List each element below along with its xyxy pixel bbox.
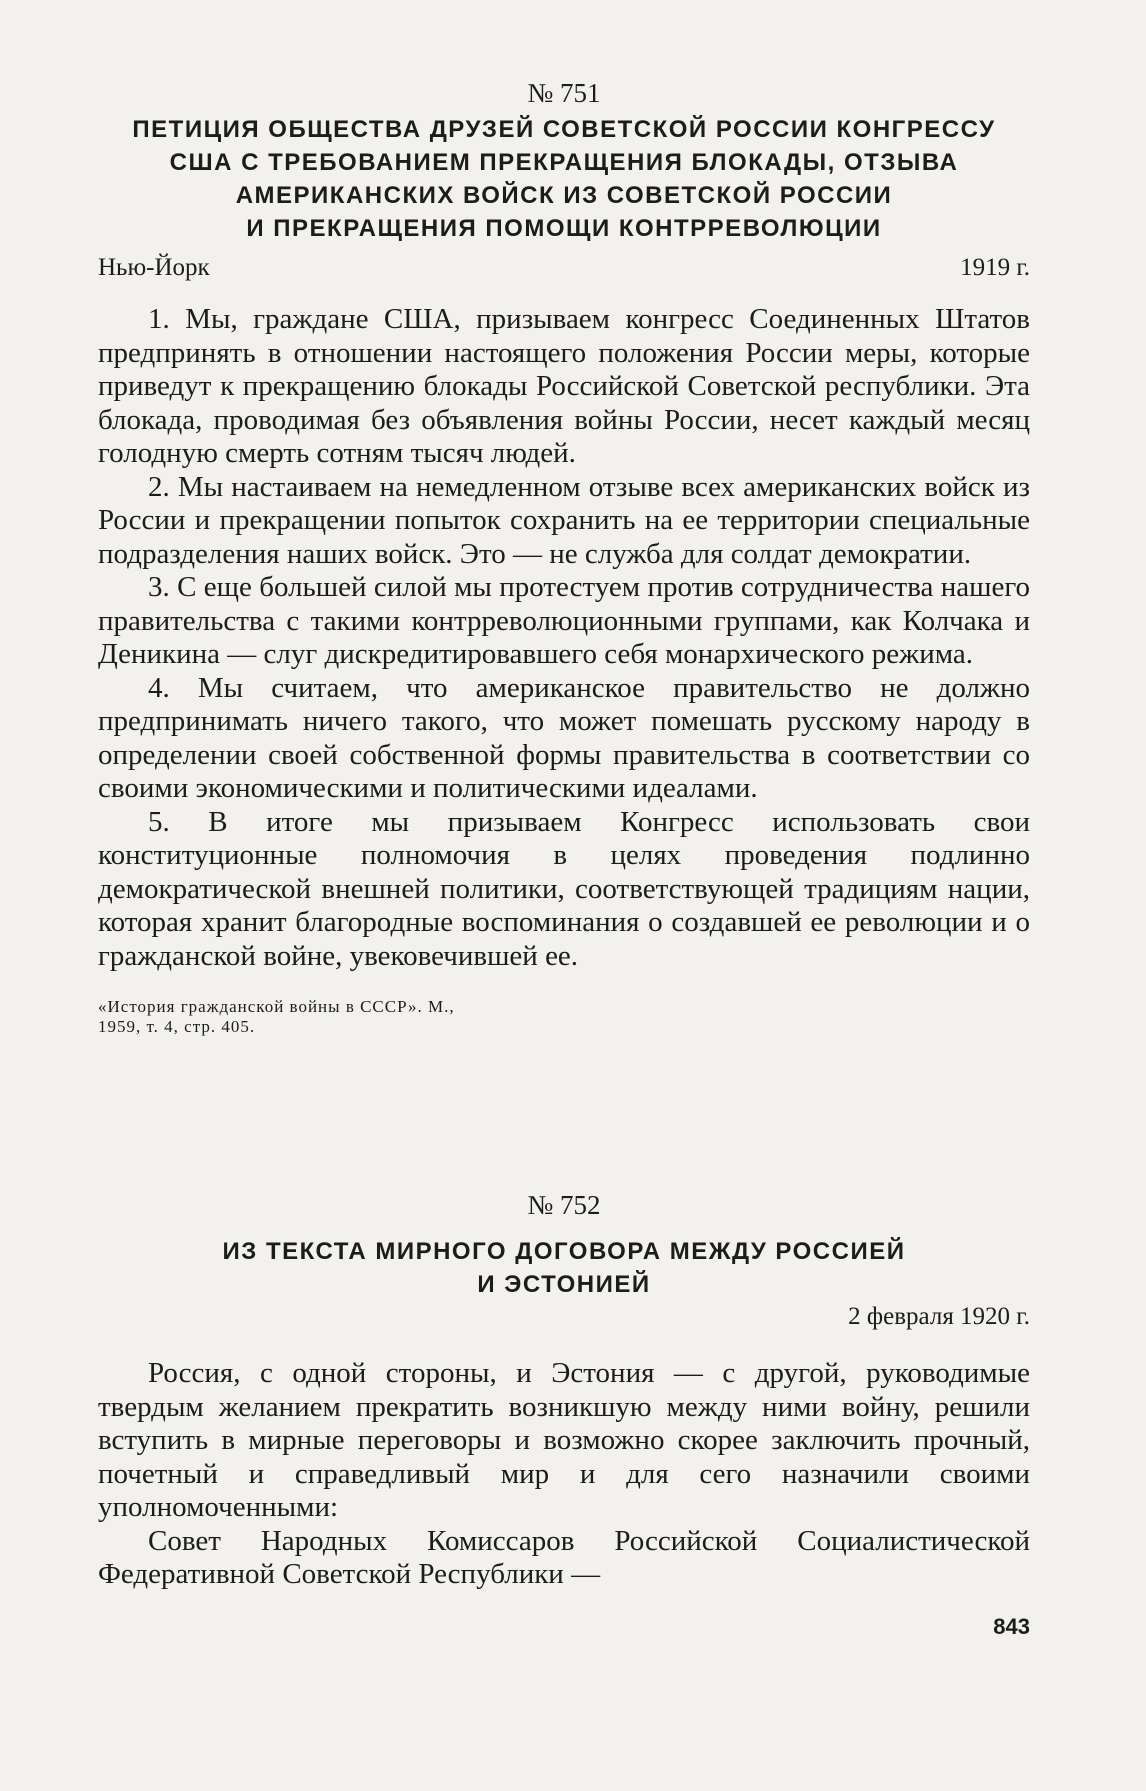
document-number: № 752 — [527, 1190, 601, 1220]
title-line: АМЕРИКАНСКИХ ВОЙСК ИЗ СОВЕТСКОЙ РОССИИ — [235, 182, 893, 209]
document-date: 2 февраля 1920 г. — [848, 1303, 1030, 1330]
title-line: США С ТРЕБОВАНИЕМ ПРЕКРАЩЕНИЯ БЛОКАДЫ, ОТЗЫВА — [169, 149, 959, 176]
paragraph: 3. С еще большей силой мы протестуем против сотрудничества нашего правительства с такими контрреволюционными группами, как Колчака и Деникина — слуг дискредитировавшего себя монархического режима. — [98, 571, 1030, 670]
document-body — [98, 1357, 1030, 1592]
document-title — [98, 113, 1030, 245]
place: Нью-Йорк — [98, 254, 210, 281]
paragraph: Россия, с одной стороны, и Эстония — с другой, руководимые твердым желанием прекратить возникшую между ними войну, решили вступить в мирные переговоры и возможно скорее заключить прочный, почетный и справедливый мир и для сего назначили своими уполномоченными: — [98, 1357, 1030, 1523]
title-line: И ПРЕКРАЩЕНИЯ ПОМОЩИ КОНТРРЕВОЛЮЦИИ — [246, 215, 882, 242]
document-751 — [98, 78, 1030, 1037]
document-752 — [98, 1190, 1030, 1592]
paragraph: 4. Мы считаем, что американское правительство не должно предпринимать ничего такого, что может помешать русскому народу в определении своей собственной формы правительства в соответствии со своими экономическими и политическими идеалами. — [98, 671, 1030, 804]
title-line: И ЭСТОНИЕЙ — [477, 1271, 651, 1298]
document-title — [98, 1235, 1030, 1301]
page-number: 843 — [993, 1614, 1030, 1639]
place-date-line — [98, 251, 1030, 285]
paragraph: Совет Народных Комиссаров Российской Социалистической Федеративной Советской Республики — — [98, 1524, 1030, 1590]
document-body — [98, 303, 1030, 973]
title-line: ПЕТИЦИЯ ОБЩЕСТВА ДРУЗЕЙ СОВЕТСКОЙ РОССИИ КОНГРЕССУ — [132, 116, 996, 143]
document-number: № 751 — [527, 78, 601, 108]
paragraph: 5. В итоге мы призываем Конгресс использовать свои конституционные полномочия в целях проведения подлинно демократической внешней политики, соответствующей традициям нации, которая хранит благородные воспоминания о создавшей ее революции и о гражданской войне, увековечившей ее. — [98, 805, 1030, 972]
paragraph: 2. Мы настаиваем на немедленном отзыве всех американских войск из России и прекращении попыток сохранить на ее территории специальные подразделения наших войск. Это — не служба для солдат демократии. — [98, 470, 1030, 570]
title-line: ИЗ ТЕКСТА МИРНОГО ДОГОВОРА МЕЖДУ РОССИЕЙ — [222, 1238, 906, 1265]
source-citation: «История гражданской войны в СССР». М., 1959, т. 4, стр. 405. — [98, 997, 455, 1036]
year: 1919 г. — [960, 254, 1030, 281]
paragraph: 1. Мы, граждане США, призываем конгресс Соединенных Штатов предпринять в отношении настоящего положения России меры, которые приведут к прекращению блокады Российской Советской республики. Эта блокада, проводимая без объявления войны России, несет каждый месяц голодную смерть сотням тысяч людей. — [98, 303, 1030, 469]
